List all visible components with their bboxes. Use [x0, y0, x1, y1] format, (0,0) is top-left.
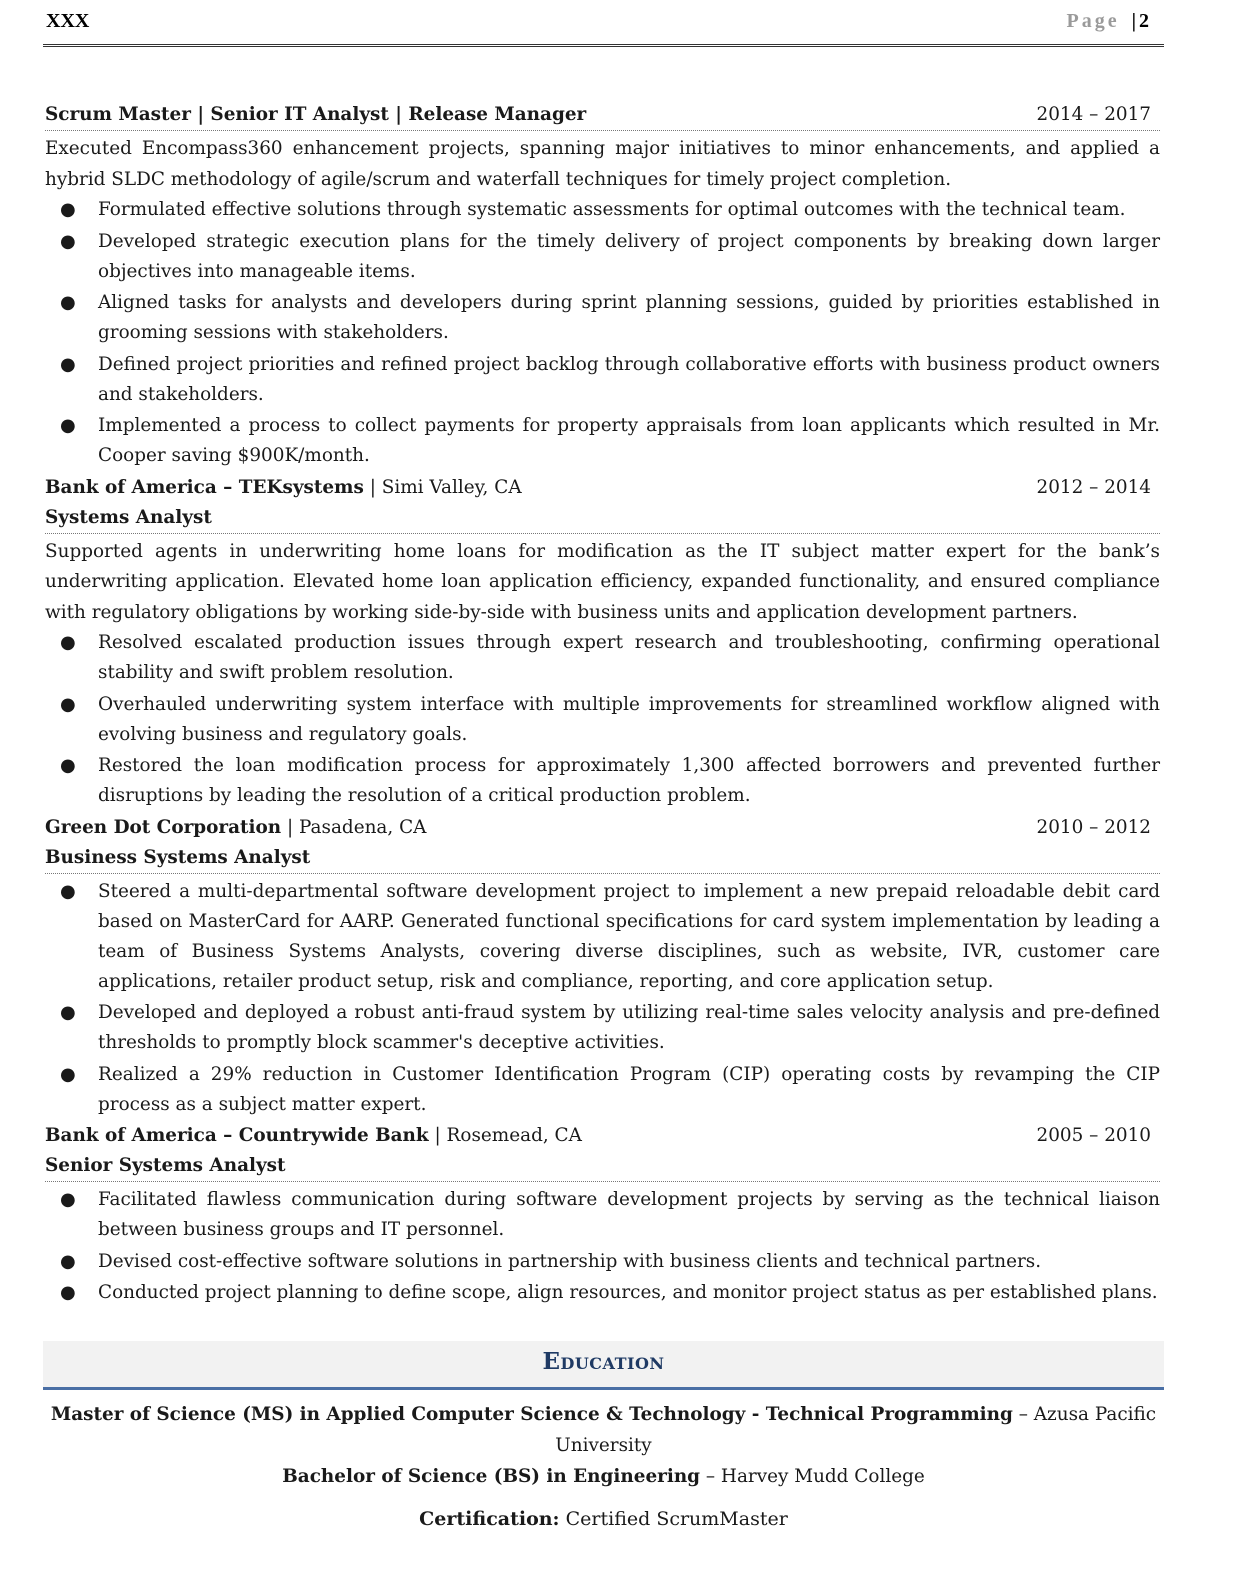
list-item	[45, 751, 1160, 811]
job-dates: 2014 – 2017	[1036, 104, 1151, 125]
bullet-icon: ●	[60, 1250, 76, 1272]
bullet-icon: ●	[60, 632, 76, 653]
job-entry	[45, 473, 1160, 812]
bullet-text: Facilitated flawless communication during software development projects by serving as the technical liaison between business groups and IT personnel.	[98, 1189, 1160, 1240]
job-title: Scrum Master | Senior IT Analyst | Release Manager	[45, 104, 587, 125]
divider	[45, 1181, 1160, 1182]
page-word: Page	[1066, 10, 1120, 32]
certification-value: Certified ScrumMaster	[559, 1508, 788, 1530]
job-bullets	[45, 1185, 1160, 1308]
list-item	[45, 877, 1160, 997]
divider	[45, 130, 1160, 131]
job-title: Business Systems Analyst	[45, 846, 311, 868]
job-entry	[45, 813, 1160, 1120]
job-bullets	[45, 628, 1160, 811]
list-item	[45, 411, 1160, 471]
company-location: | Rosemead, CA	[428, 1125, 582, 1146]
bullet-icon: ●	[60, 199, 76, 220]
experience-section	[45, 100, 1160, 1310]
list-item	[45, 195, 1160, 225]
list-item	[45, 288, 1160, 348]
bullet-text: Implemented a process to collect payments for property appraisals from loan applicants which resulted in Mr. Cooper saving $900K/month.	[98, 415, 1160, 466]
company-name: Bank of America – TEKsystems	[45, 476, 364, 498]
job-title: Senior Systems Analyst	[45, 1155, 286, 1176]
bullet-icon: ●	[60, 755, 76, 776]
education-section	[43, 1399, 1164, 1535]
company-location: | Simi Valley, CA	[363, 476, 522, 498]
job-entry	[45, 1121, 1160, 1308]
bullet-icon: ●	[60, 415, 76, 436]
bullet-icon: ●	[60, 880, 76, 902]
bullet-icon: ●	[60, 353, 76, 375]
bullet-text: Developed strategic execution plans for the timely delivery of project components by breaking down larger objectives into manageable items.	[98, 230, 1160, 282]
bullet-icon: ●	[60, 230, 76, 252]
bullet-icon: ●	[60, 1282, 76, 1303]
job-title-line	[45, 100, 1160, 130]
bullet-text: Resolved escalated production issues through expert research and troubleshooting, confirming operational stability and swift problem resolution.	[98, 632, 1160, 683]
bullet-text: Defined project priorities and refined project backlog through collaborative efforts with business product owners and stakeholders.	[98, 353, 1160, 405]
bullet-text: Formulated effective solutions through systematic assessments for optimal outcomes with the technical team.	[98, 199, 1126, 220]
page-number: 2	[1139, 10, 1152, 32]
page-header	[43, 8, 1164, 47]
degree-name: Bachelor of Science (BS) in Engineering	[282, 1466, 701, 1487]
bullet-text: Overhauled underwriting system interface with multiple improvements for streamlined workflow aligned with evolving business and regulatory goals.	[98, 693, 1160, 745]
candidate-name: XXX	[46, 10, 90, 32]
list-item	[45, 690, 1160, 750]
list-item	[45, 1185, 1160, 1245]
bullet-icon: ●	[60, 292, 76, 313]
company-info	[45, 813, 426, 843]
bullet-text: Aligned tasks for analysts and developers during sprint planning sessions, guided by priorities established in grooming sessions with stakeholders.	[98, 292, 1160, 343]
bullet-text: Restored the loan modification process for approximately 1,300 affected borrowers and prevented further disruptions by leading the resolution of a critical production problem.	[98, 755, 1160, 806]
section-title: Education	[542, 1348, 665, 1375]
list-item	[45, 1278, 1160, 1308]
company-name: Bank of America – Countrywide Bank	[45, 1125, 429, 1146]
job-summary: Executed Encompass360 enhancement projects, spanning major initiatives to minor enhancements, and applied a hybrid SLDC methodology of agile/scrum and waterfall techniques for timely project completion.	[45, 138, 1160, 190]
list-item	[45, 1247, 1160, 1277]
company-line	[45, 1121, 1160, 1151]
job-bullets	[45, 877, 1160, 1120]
degree-school: – Harvey Mudd College	[700, 1466, 925, 1487]
bullet-text: Developed and deployed a robust anti-fraud system by utilizing real-time sales velocity analysis and pre-defined thresholds to promptly block scammer's deceptive activities.	[98, 1002, 1160, 1053]
company-name: Green Dot Corporation	[45, 816, 282, 838]
degree-name: Master of Science (MS) in Applied Computer Science & Technology - Technical Programming	[50, 1404, 1013, 1425]
bullet-icon: ●	[60, 693, 76, 715]
divider	[45, 533, 1160, 534]
certification-label: Certification:	[419, 1508, 560, 1530]
list-item	[45, 628, 1160, 688]
job-dates: 2010 – 2012	[1036, 816, 1151, 838]
list-item	[45, 1060, 1160, 1120]
company-line	[45, 473, 1160, 503]
bullet-text: Conducted project planning to define scope, align resources, and monitor project status as per established plans.	[98, 1282, 1158, 1303]
list-item	[45, 998, 1160, 1058]
job-summary: Supported agents in underwriting home loans for modification as the IT subject matter expert for the bank’s underwriting application. Elevated home loan application efficiency, expanded functionality, and ensured compliance with regulatory obligations by working side-by-side with business units and application development partners.	[45, 540, 1160, 623]
degree-line	[43, 1399, 1164, 1461]
company-location: | Pasadena, CA	[281, 816, 427, 838]
certification-line	[43, 1504, 1164, 1535]
list-item	[45, 350, 1160, 410]
divider	[45, 873, 1160, 874]
company-info	[45, 473, 522, 503]
job-entry	[45, 100, 1160, 471]
list-item	[45, 227, 1160, 287]
company-info	[45, 1121, 582, 1151]
bullet-text: Realized a 29% reduction in Customer Identification Program (CIP) operating costs by revamping the CIP process as a subject matter expert.	[98, 1063, 1160, 1115]
bullet-text: Devised cost-effective software solutions in partnership with business clients and technical partners.	[98, 1250, 1042, 1272]
degree-line	[43, 1461, 1164, 1492]
company-line	[45, 813, 1160, 843]
bullet-icon: ●	[60, 1189, 76, 1210]
job-dates: 2012 – 2014	[1036, 476, 1151, 498]
job-bullets	[45, 195, 1160, 471]
job-dates: 2005 – 2010	[1036, 1125, 1151, 1146]
page-number-label	[1067, 10, 1153, 33]
bullet-icon: ●	[60, 1063, 76, 1085]
bullet-icon: ●	[60, 1002, 76, 1023]
bullet-text: Steered a multi-departmental software development project to implement a new prepaid reloadable debit card based on MasterCard for AARP. Generated functional specifications for card system implementation by leading a team of Business Systems Analysts, covering diverse disciplines, such as website, IVR, customer care applications, retailer product setup, risk and compliance, reporting, and core application setup.	[98, 880, 1160, 992]
degree-school: – Azusa Pacific University	[555, 1404, 1157, 1456]
education-section-header	[43, 1341, 1164, 1390]
job-title: Systems Analyst	[45, 506, 212, 528]
page-separator: |	[1131, 10, 1139, 32]
